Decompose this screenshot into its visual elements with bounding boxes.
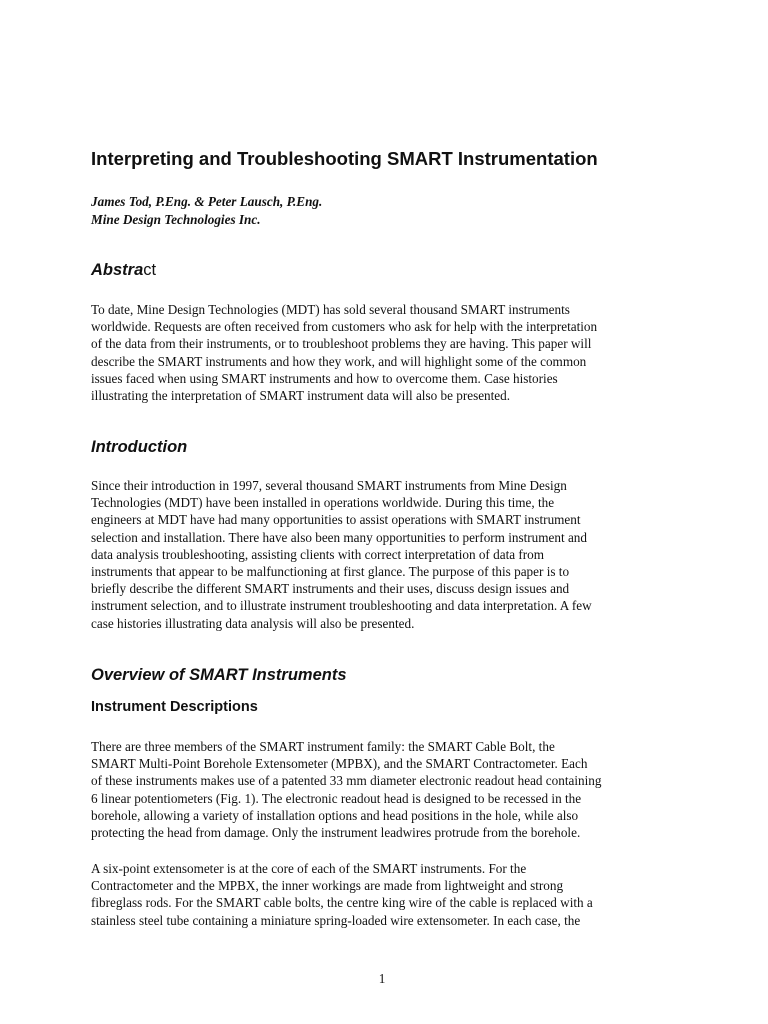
overview-heading: Overview of SMART Instruments xyxy=(91,666,347,684)
paragraph-line: Contractometer and the MPBX, the inner workings are made from lightweight and strong xyxy=(91,878,564,894)
paragraph-line: A six-point extensometer is at the core of each of the SMART instruments. For the xyxy=(91,861,527,876)
paragraph-line: SMART Multi-Point Borehole Extensometer (MPBX), and the SMART Contractometer. Each xyxy=(91,756,588,772)
paragraph-line: data analysis troubleshooting, assisting clients with correct interpretation of data from xyxy=(91,546,545,562)
paragraph-line: describe the SMART instruments and how they work, and will highlight some of the common xyxy=(91,353,587,369)
paragraph-line: stainless steel tube containing a miniature spring-loaded wire extensometer. In each case, the xyxy=(91,912,581,928)
paragraph-line: of the data from their instruments, or to troubleshoot problems they are having. This paper will xyxy=(91,336,592,352)
paragraph-line: borehole, allowing a variety of installation options and head positions in the hole, while also xyxy=(91,807,579,823)
paragraph-line: protecting the head from damage. Only the instrument leadwires protrude from the borehole. xyxy=(91,825,581,841)
paragraph-line: worldwide. Requests are often received from customers who ask for help with the interpretation xyxy=(91,319,598,335)
overview-paragraph-1 xyxy=(91,738,681,841)
paragraph-line: illustrating the interpretation of SMART instrument data will also be presented. xyxy=(91,388,511,404)
paragraph-line: To date, Mine Design Technologies (MDT) has sold several thousand SMART instruments xyxy=(91,302,570,317)
introduction-paragraph xyxy=(91,477,681,632)
introduction-heading: Introduction xyxy=(91,438,188,456)
paragraph-line: instruments that appear to be malfunctioning at first glance. The purpose of this paper is to xyxy=(91,564,570,580)
paragraph-line: There are three members of the SMART instrument family: the SMART Cable Bolt, the xyxy=(91,739,555,754)
paper-page xyxy=(91,0,681,1024)
abstract-heading-tail: ct xyxy=(143,261,157,279)
paragraph-line: selection and installation. There have also been many opportunities to perform instrument and xyxy=(91,529,587,545)
author-affiliation: Mine Design Technologies Inc. xyxy=(91,212,261,227)
author-block xyxy=(91,193,322,229)
paper-title: Interpreting and Troubleshooting SMART Instrumentation xyxy=(91,148,598,169)
paragraph-line: fibreglass rods. For the SMART cable bolts, the centre king wire of the cable is replaced with a xyxy=(91,895,593,911)
paragraph-line: briefly describe the different SMART instruments and their uses, discuss design issues and xyxy=(91,581,570,597)
abstract-paragraph xyxy=(91,301,681,404)
page-number: 1 xyxy=(378,971,386,986)
abstract-heading-main: Abstra xyxy=(91,261,144,279)
paragraph-line: Technologies (MDT) have been installed in operations worldwide. During this time, the xyxy=(91,495,555,511)
paragraph-line: case histories illustrating data analysis will also be presented. xyxy=(91,615,415,631)
instrument-descriptions-subheading: Instrument Descriptions xyxy=(91,699,258,715)
abstract-heading xyxy=(91,259,156,281)
author-names: James Tod, P.Eng. & Peter Lausch, P.Eng. xyxy=(91,194,323,209)
paragraph-line: instrument selection, and to illustrate instrument troubleshooting and data interpretation. A few xyxy=(91,598,592,614)
paragraph-line: of these instruments makes use of a patented 33 mm diameter electronic readout head containing xyxy=(91,773,602,789)
paragraph-line: engineers at MDT have had many opportunities to assist operations with SMART instrument xyxy=(91,512,581,528)
overview-paragraph-2 xyxy=(91,860,681,929)
paragraph-line: issues faced when using SMART instruments and how to overcome them. Case histories xyxy=(91,370,558,386)
paragraph-line: 6 linear potentiometers (Fig. 1). The electronic readout head is designed to be recessed in the xyxy=(91,790,582,806)
paragraph-line: Since their introduction in 1997, several thousand SMART instruments from Mine Design xyxy=(91,478,567,493)
